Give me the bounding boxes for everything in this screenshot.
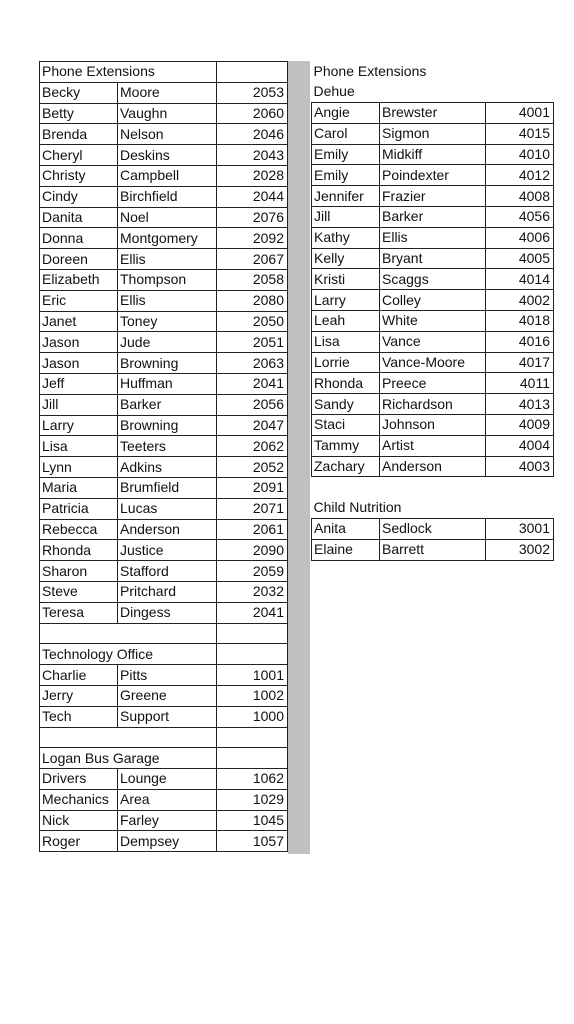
table-row <box>40 207 288 228</box>
extension-cell: 4009 <box>486 415 554 436</box>
extension-cell: 4015 <box>486 123 554 144</box>
first-name-cell: Teresa <box>40 602 118 623</box>
extension-cell: 1062 <box>217 769 288 790</box>
blank-row <box>40 623 288 644</box>
last-name-cell: Jude <box>118 332 217 353</box>
last-name-cell: Poindexter <box>380 165 486 186</box>
section-title-child-nutrition: Child Nutrition <box>313 499 402 516</box>
extension-cell: 2091 <box>217 477 288 498</box>
extension-cell: 1001 <box>217 665 288 686</box>
extension-cell: 2056 <box>217 394 288 415</box>
last-name-cell: Browning <box>118 353 217 374</box>
extension-cell: 2041 <box>217 602 288 623</box>
last-name-cell: Barrett <box>380 539 486 560</box>
table-row <box>40 477 288 498</box>
last-name-cell: Farley <box>118 810 217 831</box>
first-name-cell: Elaine <box>312 539 380 560</box>
table-row <box>312 331 554 352</box>
table-row <box>40 665 288 686</box>
first-name-cell: Jeff <box>40 373 118 394</box>
first-name-cell: Larry <box>312 290 380 311</box>
first-name-cell: Rhonda <box>312 373 380 394</box>
section-title-logan-bus-garage-row <box>40 748 288 769</box>
first-name-cell: Drivers <box>40 769 118 790</box>
last-name-cell: Frazier <box>380 186 486 207</box>
last-name-cell: Preece <box>380 373 486 394</box>
extension-cell: 2080 <box>217 290 288 311</box>
first-name-cell: Jason <box>40 332 118 353</box>
table-row <box>312 373 554 394</box>
first-name-cell: Jason <box>40 353 118 374</box>
first-name-cell: Doreen <box>40 249 118 270</box>
table-row <box>40 311 288 332</box>
last-name-cell: Deskins <box>118 145 217 166</box>
first-name-cell: Lorrie <box>312 352 380 373</box>
first-name-cell: Angie <box>312 103 380 124</box>
empty-cell <box>40 623 217 644</box>
extension-cell: 2053 <box>217 82 288 103</box>
table-row <box>312 290 554 311</box>
table-row <box>312 123 554 144</box>
first-name-cell: Larry <box>40 415 118 436</box>
table-row <box>40 249 288 270</box>
last-name-cell: Ellis <box>118 290 217 311</box>
first-name-cell: Tech <box>40 706 118 727</box>
last-name-cell: Lucas <box>118 498 217 519</box>
table-row <box>312 311 554 332</box>
blank-row <box>312 477 554 498</box>
left-extension-table <box>39 61 288 852</box>
first-name-cell: Kristi <box>312 269 380 290</box>
last-name-cell: Dempsey <box>118 831 217 852</box>
first-name-cell: Janet <box>40 311 118 332</box>
first-name-cell: Donna <box>40 228 118 249</box>
table-row <box>40 290 288 311</box>
first-name-cell: Lisa <box>40 436 118 457</box>
first-name-cell: Kathy <box>312 227 380 248</box>
first-name-cell: Brenda <box>40 124 118 145</box>
table-row <box>40 810 288 831</box>
table-row <box>40 124 288 145</box>
first-name-cell: Christy <box>40 165 118 186</box>
table-row <box>40 82 288 103</box>
table-row <box>40 540 288 561</box>
section-title-phone-extensions: Phone Extensions <box>313 62 427 79</box>
extension-cell: 2052 <box>217 457 288 478</box>
last-name-cell: Stafford <box>118 561 217 582</box>
extension-cell: 1000 <box>217 706 288 727</box>
right-extension-table <box>311 61 554 561</box>
extension-cell: 2061 <box>217 519 288 540</box>
table-row <box>312 103 554 124</box>
first-name-cell: Cindy <box>40 186 118 207</box>
last-name-cell: Barker <box>380 207 486 228</box>
empty-cell <box>217 727 288 748</box>
empty-cell <box>312 477 554 498</box>
last-name-cell: Ellis <box>118 249 217 270</box>
table-row <box>40 561 288 582</box>
table-row <box>312 539 554 560</box>
first-name-cell: Jerry <box>40 685 118 706</box>
section-title-technology-office: Technology Office <box>40 644 217 665</box>
section-title-dehue: Dehue <box>313 83 355 100</box>
table-row <box>40 165 288 186</box>
last-name-cell: Sigmon <box>380 123 486 144</box>
table-row <box>40 228 288 249</box>
extension-cell: 4005 <box>486 248 554 269</box>
last-name-cell: Bryant <box>380 248 486 269</box>
section-title-phone-extensions-row <box>312 61 554 82</box>
table-row <box>312 207 554 228</box>
last-name-cell: Anderson <box>380 456 486 477</box>
section-title-logan-bus-garage: Logan Bus Garage <box>40 748 217 769</box>
first-name-cell: Lisa <box>312 331 380 352</box>
extension-cell: 4016 <box>486 331 554 352</box>
table-row <box>312 352 554 373</box>
table-row <box>40 269 288 290</box>
extension-cell: 2076 <box>217 207 288 228</box>
last-name-cell: Sedlock <box>380 519 486 540</box>
extension-cell: 2051 <box>217 332 288 353</box>
empty-cell <box>217 748 288 769</box>
first-name-cell: Anita <box>312 519 380 540</box>
table-row <box>312 165 554 186</box>
table-row <box>312 394 554 415</box>
first-name-cell: Carol <box>312 123 380 144</box>
section-title-phone-extensions: Phone Extensions <box>40 62 217 83</box>
extension-cell: 2046 <box>217 124 288 145</box>
extension-cell: 4013 <box>486 394 554 415</box>
last-name-cell: Greene <box>118 685 217 706</box>
last-name-cell: Dingess <box>118 602 217 623</box>
extension-cell: 4018 <box>486 311 554 332</box>
extension-cell: 1002 <box>217 685 288 706</box>
last-name-cell: Moore <box>118 82 217 103</box>
empty-cell <box>217 62 288 83</box>
blank-row <box>40 727 288 748</box>
table-row <box>312 227 554 248</box>
last-name-cell: Pitts <box>118 665 217 686</box>
extension-cell: 2043 <box>217 145 288 166</box>
table-row <box>40 789 288 810</box>
last-name-cell: Scaggs <box>380 269 486 290</box>
last-name-cell: Justice <box>118 540 217 561</box>
extension-cell: 2060 <box>217 103 288 124</box>
first-name-cell: Nick <box>40 810 118 831</box>
last-name-cell: Birchfield <box>118 186 217 207</box>
table-row <box>312 248 554 269</box>
table-row <box>312 435 554 456</box>
first-name-cell: Cheryl <box>40 145 118 166</box>
extension-cell: 2044 <box>217 186 288 207</box>
table-row <box>40 394 288 415</box>
table-row <box>40 353 288 374</box>
first-name-cell: Becky <box>40 82 118 103</box>
last-name-cell: Barker <box>118 394 217 415</box>
last-name-cell: Campbell <box>118 165 217 186</box>
table-row <box>40 519 288 540</box>
last-name-cell: Artist <box>380 435 486 456</box>
first-name-cell: Jill <box>40 394 118 415</box>
column-divider-bar <box>288 61 310 854</box>
extension-cell: 2047 <box>217 415 288 436</box>
extension-cell: 4002 <box>486 290 554 311</box>
first-name-cell: Elizabeth <box>40 269 118 290</box>
table-row <box>40 498 288 519</box>
empty-cell <box>217 644 288 665</box>
table-row <box>40 457 288 478</box>
first-name-cell: Kelly <box>312 248 380 269</box>
extension-cell: 4056 <box>486 207 554 228</box>
table-row <box>312 456 554 477</box>
first-name-cell: Steve <box>40 581 118 602</box>
table-row <box>40 706 288 727</box>
extension-cell: 4017 <box>486 352 554 373</box>
last-name-cell: Midkiff <box>380 144 486 165</box>
first-name-cell: Patricia <box>40 498 118 519</box>
last-name-cell: Browning <box>118 415 217 436</box>
extension-cell: 2032 <box>217 581 288 602</box>
extension-cell: 4011 <box>486 373 554 394</box>
first-name-cell: Sandy <box>312 394 380 415</box>
first-name-cell: Jennifer <box>312 186 380 207</box>
extension-cell: 2067 <box>217 249 288 270</box>
table-row <box>40 581 288 602</box>
table-row <box>312 144 554 165</box>
last-name-cell: Pritchard <box>118 581 217 602</box>
table-row <box>40 186 288 207</box>
last-name-cell: Thompson <box>118 269 217 290</box>
section-title-phone-extensions-row <box>40 62 288 83</box>
table-row <box>40 145 288 166</box>
extension-cell: 2062 <box>217 436 288 457</box>
empty-cell <box>217 623 288 644</box>
table-row <box>40 685 288 706</box>
extension-cell: 4014 <box>486 269 554 290</box>
last-name-cell: Vance <box>380 331 486 352</box>
extension-cell: 1057 <box>217 831 288 852</box>
first-name-cell: Tammy <box>312 435 380 456</box>
table-row <box>40 769 288 790</box>
first-name-cell: Staci <box>312 415 380 436</box>
extension-cell: 4003 <box>486 456 554 477</box>
extension-cell: 1029 <box>217 789 288 810</box>
last-name-cell: Noel <box>118 207 217 228</box>
last-name-cell: Vaughn <box>118 103 217 124</box>
last-name-cell: Colley <box>380 290 486 311</box>
last-name-cell: Vance-Moore <box>380 352 486 373</box>
last-name-cell: White <box>380 311 486 332</box>
first-name-cell: Leah <box>312 311 380 332</box>
section-title-dehue-row <box>312 82 554 103</box>
extension-cell: 2063 <box>217 353 288 374</box>
section-title-child-nutrition-row <box>312 498 554 519</box>
first-name-cell: Maria <box>40 477 118 498</box>
last-name-cell: Nelson <box>118 124 217 145</box>
first-name-cell: Eric <box>40 290 118 311</box>
table-row <box>312 519 554 540</box>
last-name-cell: Richardson <box>380 394 486 415</box>
first-name-cell: Roger <box>40 831 118 852</box>
empty-cell <box>40 727 217 748</box>
last-name-cell: Brumfield <box>118 477 217 498</box>
last-name-cell: Area <box>118 789 217 810</box>
first-name-cell: Emily <box>312 144 380 165</box>
table-row <box>40 831 288 852</box>
extension-cell: 4008 <box>486 186 554 207</box>
last-name-cell: Lounge <box>118 769 217 790</box>
last-name-cell: Support <box>118 706 217 727</box>
extension-cell: 2059 <box>217 561 288 582</box>
first-name-cell: Danita <box>40 207 118 228</box>
table-row <box>312 415 554 436</box>
table-row <box>312 269 554 290</box>
extension-cell: 2058 <box>217 269 288 290</box>
table-row <box>40 373 288 394</box>
extension-cell: 2028 <box>217 165 288 186</box>
last-name-cell: Teeters <box>118 436 217 457</box>
extension-cell: 3002 <box>486 539 554 560</box>
last-name-cell: Anderson <box>118 519 217 540</box>
table-row <box>40 332 288 353</box>
first-name-cell: Emily <box>312 165 380 186</box>
last-name-cell: Johnson <box>380 415 486 436</box>
extension-cell: 2041 <box>217 373 288 394</box>
extension-cell: 4004 <box>486 435 554 456</box>
extension-cell: 2071 <box>217 498 288 519</box>
last-name-cell: Brewster <box>380 103 486 124</box>
last-name-cell: Huffman <box>118 373 217 394</box>
last-name-cell: Toney <box>118 311 217 332</box>
table-row <box>40 415 288 436</box>
first-name-cell: Jill <box>312 207 380 228</box>
first-name-cell: Mechanics <box>40 789 118 810</box>
first-name-cell: Zachary <box>312 456 380 477</box>
extension-cell: 3001 <box>486 519 554 540</box>
section-title-technology-office-row <box>40 644 288 665</box>
extension-cell: 2050 <box>217 311 288 332</box>
last-name-cell: Ellis <box>380 227 486 248</box>
first-name-cell: Lynn <box>40 457 118 478</box>
extension-cell: 4001 <box>486 103 554 124</box>
first-name-cell: Rhonda <box>40 540 118 561</box>
table-row <box>312 186 554 207</box>
extension-cell: 4012 <box>486 165 554 186</box>
first-name-cell: Betty <box>40 103 118 124</box>
extension-cell: 4006 <box>486 227 554 248</box>
first-name-cell: Sharon <box>40 561 118 582</box>
first-name-cell: Rebecca <box>40 519 118 540</box>
extension-cell: 2092 <box>217 228 288 249</box>
extension-cell: 1045 <box>217 810 288 831</box>
extension-cell: 4010 <box>486 144 554 165</box>
last-name-cell: Montgomery <box>118 228 217 249</box>
table-row <box>40 103 288 124</box>
table-row <box>40 436 288 457</box>
extension-cell: 2090 <box>217 540 288 561</box>
first-name-cell: Charlie <box>40 665 118 686</box>
table-row <box>40 602 288 623</box>
last-name-cell: Adkins <box>118 457 217 478</box>
